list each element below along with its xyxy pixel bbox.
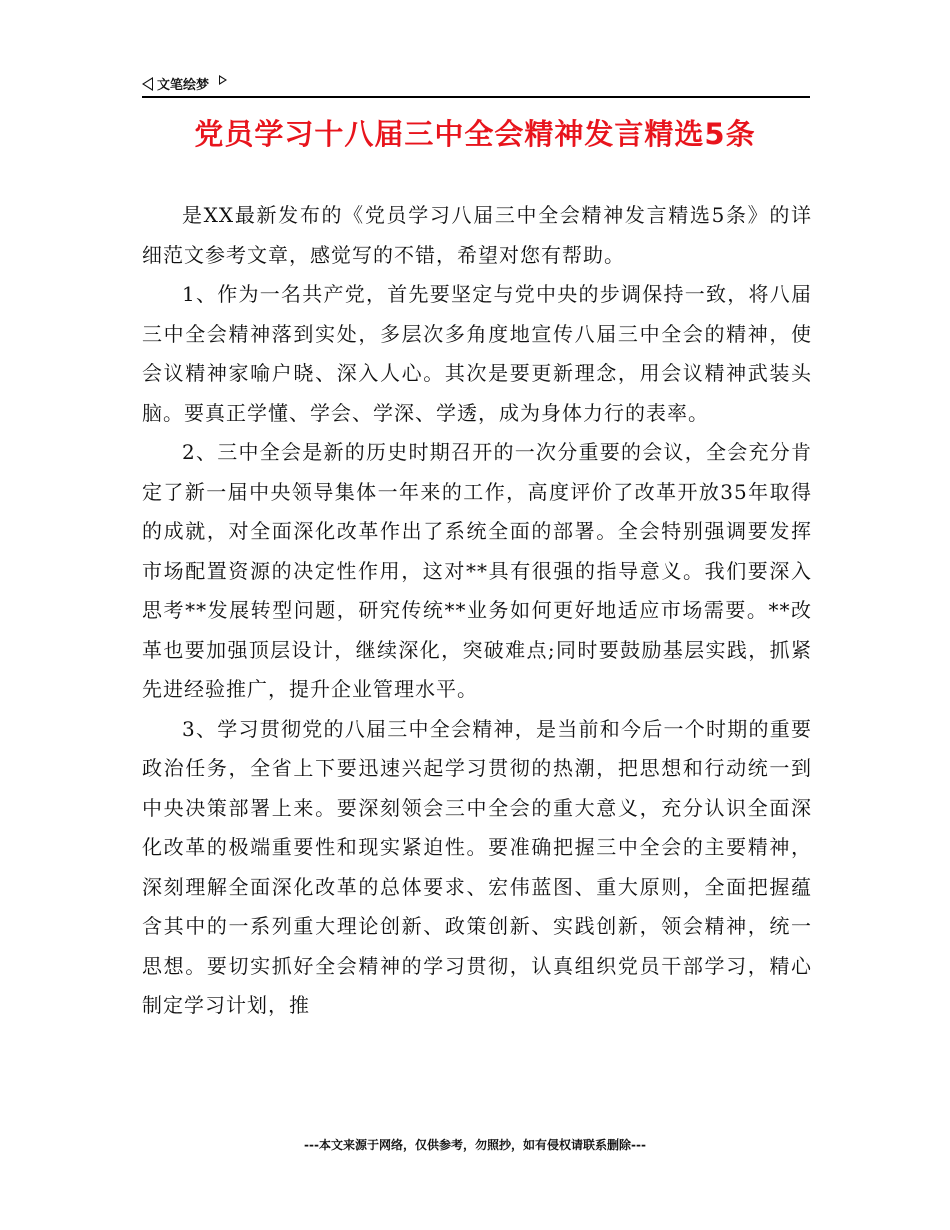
- document-title: 党员学习十八届三中全会精神发言精选5条: [194, 117, 756, 151]
- brand-label: 文笔绘梦: [157, 78, 210, 93]
- page-footer: ---本文来源于网络，仅供参考，勿照抄，如有侵权请联系删除---: [304, 1138, 646, 1152]
- page-header: [142, 70, 810, 98]
- document-body: [142, 196, 812, 1026]
- header-brand: [142, 74, 227, 93]
- paragraph-1: 1、作为一名共产党，首先要坚定与党中央的步调保持一致，将八届三中全会精神落到实处，多层次多角度地宣传八届三中全会的精神，使会议精神家喻户晓、深入人心。其次是要更新理念，用会议精神武装头脑。要真正学懂、学会、学深、学透，成为身体力行的表率。: [142, 282, 812, 425]
- paragraph-3: 3、学习贯彻党的八届三中全会精神，是当前和今后一个时期的重要政治任务，全省上下要迅速兴起学习贯彻的热潮，把思想和行动统一到中央决策部署上来。要深刻领会三中全会的重大意义，充分认识全面深化改革的极端重要性和现实紧迫性。要准确把握三中全会的主要精神，深刻理解全面深化改革的总体要求、宏伟蓝图、重大原则，全面把握蕴含其中的一系列重大理论创新、政策创新、实践创新，领会精神，统一思想。要切实抓好全会精神的学习贯彻，认真组织党员干部学习，精心制定学习计划，推: [142, 716, 812, 1017]
- paragraph-2: 2、三中全会是新的历史时期召开的一次分重要的会议，全会充分肯定了新一届中央领导集体一年来的工作，高度评价了改革开放35年取得的成就，对全面深化改革作出了系统全面的部署。全会特别强调要发挥市场配置资源的决定性作用，这对**具有很强的指导意义。我们要深入思考**发展转型问题，研究传统**业务如何更好地适应市场需要。**改革也要加强顶层设计，继续深化，突破难点;同时要鼓励基层实践，抓紧先进经验推广，提升企业管理水平。: [142, 440, 812, 701]
- triangle-left-icon: [142, 77, 153, 91]
- triangle-right-icon: [219, 75, 227, 85]
- paragraph-intro: 是XX最新发布的《党员学习八届三中全会精神发言精选5条》的详细范文参考文章，感觉写的不错，希望对您有帮助。: [142, 203, 812, 267]
